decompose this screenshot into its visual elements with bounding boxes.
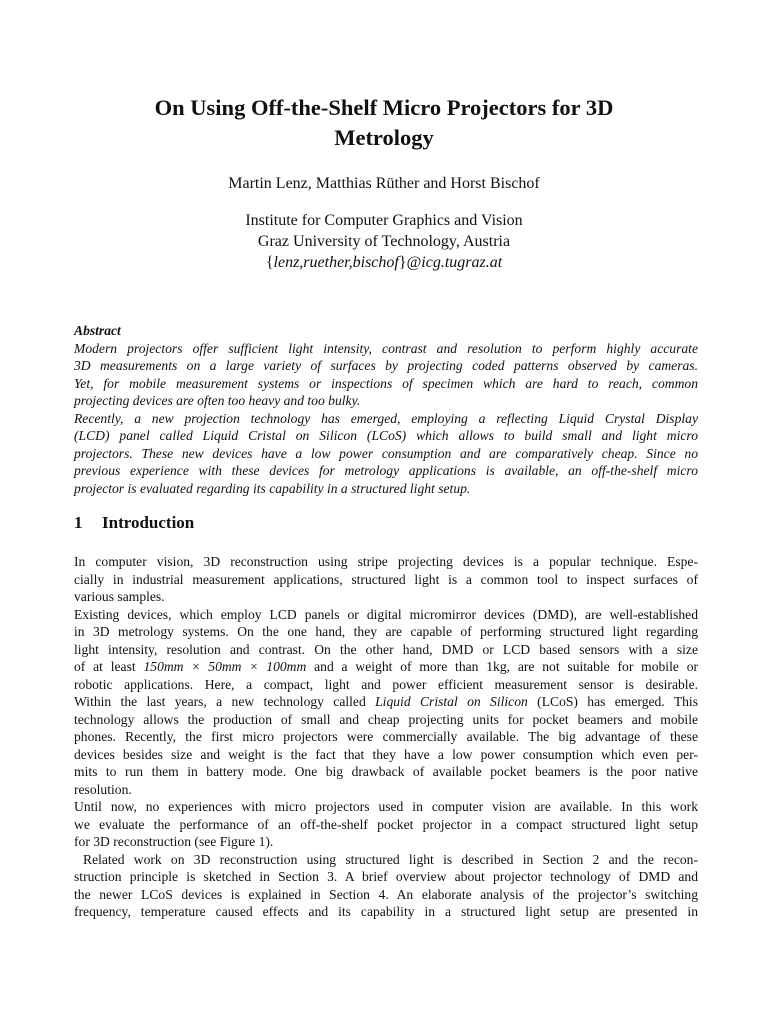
intro-line: mits to run them in battery mode. One big drawback of available pocket beamers is the poor native [74,764,698,779]
size-prefix: of at least [74,659,136,674]
intro-line: for 3D reconstruction (see Figure 1). [74,834,274,849]
institute-name: Institute for Computer Graphics and Vision [245,212,523,229]
abstract-line: projectors. These new devices have a low power consumption and are comparatively cheap. Since no [74,445,698,461]
lcos-prefix: Within the last years, a new technology called [74,694,366,709]
paper-title [90,93,678,153]
size-suffix: and a weight of more than 1kg, are not suitable for mobile or [314,659,699,674]
email-open-brace: { [265,254,274,271]
email-domain: @icg.tugraz.at [406,254,503,271]
affiliation-block [0,210,768,273]
intro-line: phones. Recently, the first micro projectors were commercially available. The big advantage of these [74,729,698,744]
intro-line: technology allows the production of small and cheap projecting units for pocket beamers and mobile [74,711,698,727]
intro-line-lcos [74,693,698,711]
abstract-line: (LCD) panel called Liquid Cristal on Silicon (LCoS) which allows to build small and light micro [74,428,698,443]
section-heading-introduction [74,512,194,534]
intro-line: in 3D metrology systems. On the one hand, they are capable of performing structured light regarding [74,624,698,639]
intro-line: cially in industrial measurement applications, structured light is a common tool to inspect surfaces of [74,571,698,587]
abstract-line: previous experience with these devices for metrology applications is available, an off-the-shelf micro [74,463,698,478]
author-list: Martin Lenz, Matthias Rüther and Horst Bischof [228,175,540,192]
intro-line: struction principle is sketched in Section 3. A brief overview about projector technology of DMD and [74,869,698,884]
abstract-line: Yet, for mobile measurement systems or inspections of specimen which are hard to reach, common [74,375,698,391]
email-names: lenz,ruether,bischof [273,254,399,271]
intro-line: resolution. [74,781,132,797]
abstract-section [74,322,698,497]
lcos-term: Liquid Cristal on Silicon [375,694,528,709]
section-number: 1 [74,513,83,532]
abstract-line: projector is evaluated regarding its capability in a structured light setup. [74,480,471,496]
intro-line: Related work on 3D reconstruction using structured light is described in Section 2 and the recon- [83,851,698,867]
intro-line: we evaluate the performance of an off-the-shelf pocket projector in a compact structured light setup [74,816,698,832]
section-title: Introduction [102,513,195,532]
intro-line: light intensity, resolution and contrast. On the other hand, DMD or LCD based sensors with a size [74,641,698,657]
intro-line: Until now, no experiences with micro projectors used in computer vision are available. In this work [74,799,698,814]
title-line-1: On Using Off-the-Shelf Micro Projectors for 3D [154,95,614,120]
author-emails [0,252,768,273]
abstract-heading: Abstract [74,323,121,338]
lcos-suffix: (LCoS) has emerged. This [537,694,698,709]
title-line-2: Metrology [334,125,434,150]
email-close-brace: } [398,254,407,271]
intro-line: In computer vision, 3D reconstruction using stripe projecting devices is a popular technique. Espe- [74,554,698,569]
introduction-body [74,553,698,921]
abstract-line: 3D measurements on a large variety of surfaces by projecting coded patterns observed by cameras. [74,358,698,373]
abstract-line: Modern projectors offer sufficient light intensity, contrast and resolution to perform highly accurate [74,340,698,356]
intro-line: frequency, temperature caused effects and its capability in a structured light setup are presented in [74,904,698,919]
abstract-line: Recently, a new projection technology has emerged, employing a reflecting Liquid Crystal Display [74,410,698,426]
intro-line: various samples. [74,589,165,604]
abstract-line: projecting devices are often too heavy and too bulky. [74,393,361,408]
intro-line: robotic applications. Here, a compact, light and power efficient measurement sensor is desirable. [74,676,698,692]
intro-line: devices besides size and weight is the fact that they have a low power consumption which even per- [74,746,698,762]
intro-line: the newer LCoS devices is explained in Section 4. An elaborate analysis of the projector’s switching [74,886,698,902]
intro-line: Existing devices, which employ LCD panels or digital micromirror devices (DMD), are well-established [74,606,698,622]
size-math: 150mm × 50mm × 100mm [143,659,307,674]
university-name: Graz University of Technology, Austria [257,233,511,250]
intro-line-size [74,658,698,676]
